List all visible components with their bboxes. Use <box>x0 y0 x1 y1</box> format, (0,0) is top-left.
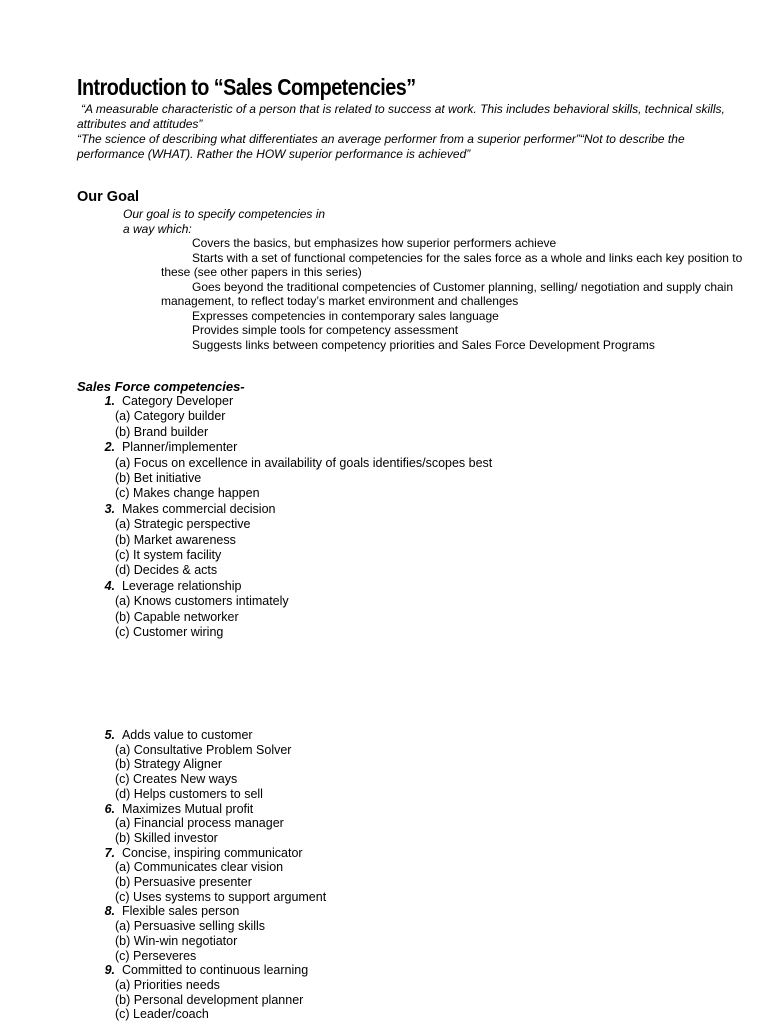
category-number: 5. <box>104 728 115 742</box>
sub-competency: (b) Personal development planner <box>115 992 304 1007</box>
goal-list <box>161 236 761 352</box>
goal-intro <box>123 207 363 236</box>
competency-list-part-2 <box>90 728 740 1022</box>
sub-competency: (b) Win-win negotiator <box>115 933 238 948</box>
category-name: Committed to continuous learning <box>121 963 309 978</box>
competency-list-part-1 <box>90 394 740 641</box>
competency-category <box>90 394 740 440</box>
competency-category <box>90 502 740 579</box>
category-name: Category Developer <box>121 394 234 408</box>
sub-competency: (c) Creates New ways <box>115 772 238 787</box>
goal-item: Starts with a set of functional competencies for the sales force as a whole and links each key position to these (see other papers in this series) <box>161 250 743 279</box>
sub-competency: (d) Decides & acts <box>115 563 218 578</box>
category-name: Planner/implementer <box>121 440 238 455</box>
sub-competency: (d) Helps customers to sell <box>115 786 263 801</box>
sub-competency: (a) Knows customers intimately <box>115 594 289 609</box>
goal-item: Covers the basics, but emphasizes how superior performers achieve <box>192 236 557 250</box>
category-number: 7. <box>104 845 115 860</box>
competency-category <box>90 846 740 905</box>
category-number: 2. <box>104 440 115 455</box>
sub-competency: (a) Consultative Problem Solver <box>115 742 292 757</box>
category-number: 1. <box>104 394 115 408</box>
sub-competency: (a) Category builder <box>115 409 226 424</box>
sub-competency: (a) Persuasive selling skills <box>115 919 266 934</box>
category-name: Flexible sales person <box>121 904 240 919</box>
category-number: 9. <box>104 963 115 978</box>
competency-category <box>90 440 740 502</box>
category-number: 6. <box>104 801 115 816</box>
competency-category <box>90 963 740 1022</box>
sub-competency: (a) Priorities needs <box>115 977 220 992</box>
sub-competency: (b) Strategy Aligner <box>115 757 222 772</box>
sub-competency: (b) Persuasive presenter <box>115 875 252 890</box>
sub-competency: (c) Makes change happen <box>115 486 260 501</box>
category-number: 8. <box>104 904 115 919</box>
goal-item: Provides simple tools for competency assessment <box>192 323 459 337</box>
page-title: Introduction to “Sales Competencies” <box>77 74 416 100</box>
sub-competency: (a) Strategic perspective <box>115 517 251 532</box>
sub-competency: (b) Capable networker <box>115 609 239 624</box>
sub-competency: (a) Financial process manager <box>115 816 284 831</box>
goal-heading: Our Goal <box>77 189 140 205</box>
sub-competency: (c) Perseveres <box>115 948 197 963</box>
sub-competency: (b) Bet initiative <box>115 471 202 486</box>
sub-competency: (c) Leader/coach <box>115 1007 209 1022</box>
definition-2: “The science of describing what differentiates an average performer from a superior performer”“Not to describe the performance (WHAT). Rather the HOW superior performance is achieved” <box>77 132 685 161</box>
definitions <box>77 102 747 162</box>
category-name: Makes commercial decision <box>121 501 276 516</box>
category-number: 4. <box>104 578 115 593</box>
goal-intro-line: Our goal is to specify competencies in <box>123 207 326 221</box>
competency-category <box>90 728 740 802</box>
category-number: 3. <box>104 501 115 516</box>
sub-competency: (c) Uses systems to support argument <box>115 889 327 904</box>
competency-category <box>90 904 740 963</box>
goal-item: Goes beyond the traditional competencies of Customer planning, selling/ negotiation and supply chain management, to reflect today’s market environment and challenges <box>161 279 734 308</box>
goal-item: Expresses competencies in contemporary sales language <box>192 308 499 323</box>
sub-competency: (c) It system facility <box>115 548 222 563</box>
sub-competency: (b) Skilled investor <box>115 830 218 845</box>
category-name: Concise, inspiring communicator <box>121 845 303 860</box>
competencies-heading: Sales Force competencies- <box>77 379 245 394</box>
category-name: Leverage relationship <box>121 578 242 593</box>
goal-intro-line: a way which: <box>123 221 192 236</box>
sub-competency: (c) Customer wiring <box>115 625 224 640</box>
category-name: Maximizes Mutual profit <box>121 801 254 816</box>
competency-category <box>90 579 740 641</box>
category-name: Adds value to customer <box>121 728 253 742</box>
sub-competency: (a) Communicates clear vision <box>115 860 284 875</box>
sub-competency: (a) Focus on excellence in availability of goals identifies/scopes best <box>115 455 493 470</box>
definition-1: “A measurable characteristic of a person that is related to success at work. This includes behavioral skills, technical skills, attributes and attitudes” <box>77 102 725 131</box>
sub-competency: (b) Market awareness <box>115 532 236 547</box>
goal-item: Suggests links between competency priorities and Sales Force Development Programs <box>192 337 655 352</box>
competency-category <box>90 802 740 846</box>
sub-competency: (b) Brand builder <box>115 424 209 439</box>
